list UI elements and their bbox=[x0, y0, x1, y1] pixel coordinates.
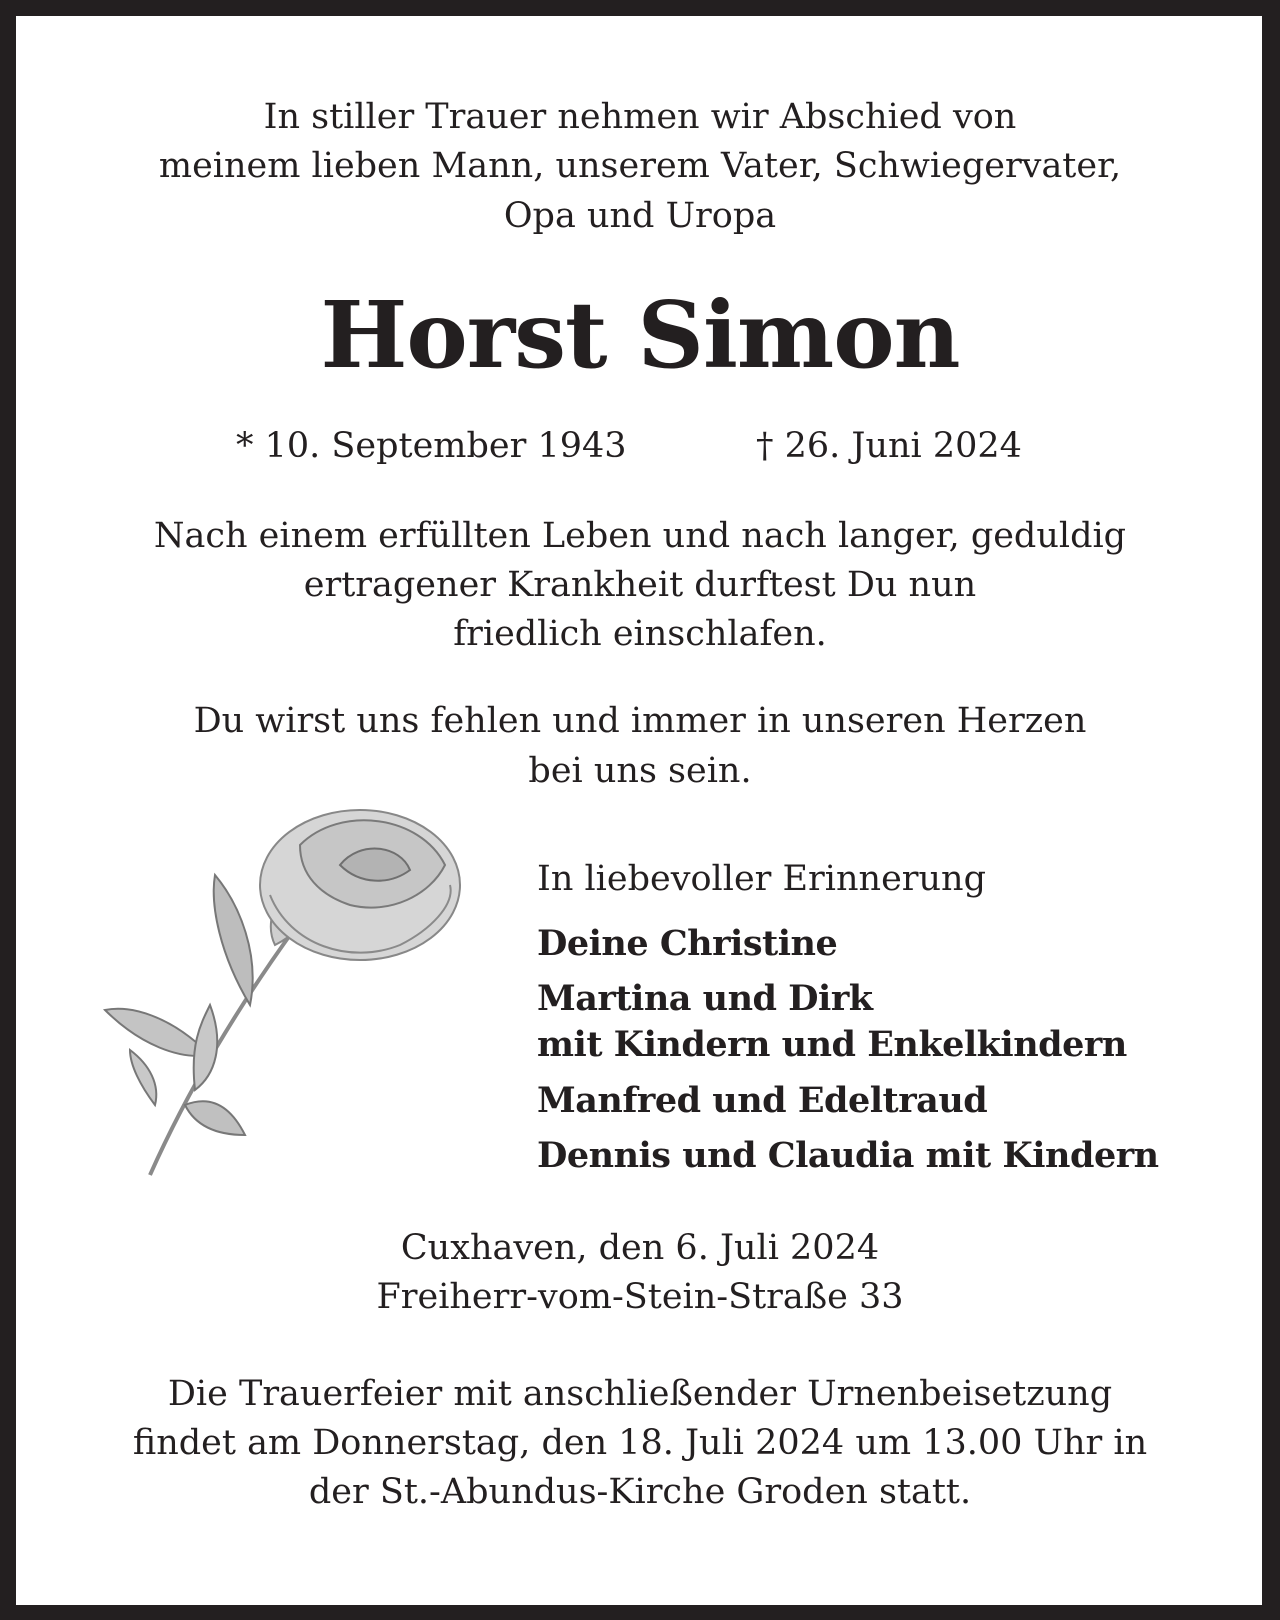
funeral-line: der St.-Abundus-Kirche Groden statt. bbox=[308, 1472, 972, 1512]
funeral-line: findet am Donnerstag, den 18. Juli 2024 um 13.00 Uhr in bbox=[132, 1423, 1148, 1463]
deceased-name: Horst Simon bbox=[320, 281, 960, 389]
mourner: Deine Christine bbox=[537, 923, 838, 964]
rose-icon bbox=[100, 805, 470, 1180]
death-date: † 26. Juni 2024 bbox=[756, 426, 1022, 466]
intro-line: In stiller Trauer nehmen wir Abschied von bbox=[263, 97, 1017, 137]
mourner: Martina und Dirk bbox=[537, 978, 873, 1019]
funeral-line: Die Trauerfeier mit anschließender Urnenbeisetzung bbox=[167, 1374, 1113, 1414]
text-line: bei uns sein. bbox=[528, 751, 752, 791]
address: Freiherr-vom-Stein-Straße 33 bbox=[376, 1277, 904, 1317]
text-line: Nach einem erfüllten Leben und nach langer, geduldig bbox=[153, 516, 1127, 556]
text-line: Du wirst uns fehlen und immer in unseren Herzen bbox=[193, 701, 1087, 741]
text-line: ertragener Krankheit durftest Du nun bbox=[303, 565, 977, 605]
place-date: Cuxhaven, den 6. Juli 2024 bbox=[400, 1228, 880, 1268]
mourner: Manfred und Edeltraud bbox=[537, 1080, 988, 1121]
text-line: friedlich einschlafen. bbox=[453, 614, 827, 654]
memory-heading: In liebevoller Erinnerung bbox=[537, 859, 987, 899]
birth-date: * 10. September 1943 bbox=[236, 426, 627, 466]
intro-line: meinem lieben Mann, unserem Vater, Schwiegervater, bbox=[158, 146, 1122, 186]
mourner: Dennis und Claudia mit Kindern bbox=[537, 1135, 1159, 1176]
mourner: mit Kindern und Enkelkindern bbox=[537, 1024, 1127, 1065]
intro-line: Opa und Uropa bbox=[503, 196, 777, 236]
